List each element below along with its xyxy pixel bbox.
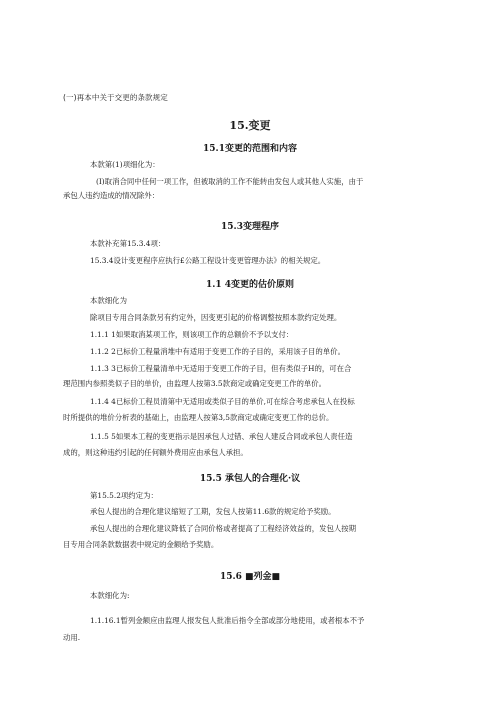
paragraph: 目专用合同条款数据表中规定的金额给予奖励。	[63, 540, 219, 549]
paragraph: 15.3.4设计变更程序应执行£公路工程设计变更管理办法》的相关规定。	[90, 256, 326, 265]
heading-15-5: 15.5 承包人的合理化·议	[199, 474, 301, 484]
paragraph: (I)取消合同中任何一项工作，但被取消的工作不能转由发包人或其他人实施，由于	[96, 177, 364, 186]
list-item-continued: 理范围内参照类似子目的单价，由监理人按第3.5款商定或确定变更工作的单价。	[63, 379, 327, 388]
heading-15-6: 15.6 ■列金■	[219, 572, 281, 582]
paragraph: 1.1.16.1暂列金额应由监理人报发包人批准后指令全部或部分地使用，或者根本不予	[90, 616, 365, 625]
paragraph: 动用.	[63, 633, 81, 642]
list-item-continued: 时所提供的堆价分析表的基础上，由监理人按第3,5款商定或确定变更工作的总价。	[63, 413, 334, 422]
section-label: (一)再本中关于交更的条款规定	[63, 93, 168, 102]
heading-15-3: 15.3变理程序	[221, 222, 279, 232]
paragraph: 第15.5.2项约定为：	[90, 491, 158, 500]
list-item: 1.1.4 4已标价工程员清第中无适用或类似子目的单价,可在综合考虑承包人在投标	[90, 397, 355, 406]
list-item: 1.1.5 5如果本工程的变更指示是因承包人过错、承包人建反合同或承包人责任造	[90, 432, 353, 441]
paragraph: 承包人违约造成的情况除外：	[63, 191, 160, 200]
chapter-title: 15.变更	[229, 119, 271, 132]
paragraph: 本款补充第15.3.4项：	[90, 239, 166, 248]
paragraph: 承包人提出的合理化建议缩短了工期，发包人按第11.6款的规定给予奖励。	[90, 507, 336, 516]
list-item: 1.1.3 3已标价工程量清单中无适用于变更工作的子目，但有类似子H的，可在合	[90, 364, 352, 373]
paragraph: 除项目专用合同条款另有约定外，因变更引起的价格调整按照本款约定处理。	[90, 313, 342, 322]
heading-15-1: 15.1变更的范围和内容	[203, 144, 297, 154]
paragraph: 本款细化为:	[90, 591, 130, 600]
list-item: 1.1.2 2已标价工程量消堆中有适用于变更工作的子目的，采用该子目的单价。	[90, 347, 345, 356]
paragraph: 本款细化为	[90, 296, 127, 305]
list-item: 1.1.1 1如果取消某项工作，则该项工作的总额价不予以支付：	[90, 330, 294, 339]
paragraph: 承包人提出的合理化建议降低了合同价格或者提高了工程经济效益的，发包人按期	[90, 524, 357, 533]
paragraph: 本款第(1)项细化为：	[90, 160, 160, 169]
heading-15-4: 1.1 4变更的估价原则	[205, 280, 295, 290]
list-item-continued: 成的，则这种违约引起的任何额外费用应由承包人承担。	[63, 448, 248, 457]
